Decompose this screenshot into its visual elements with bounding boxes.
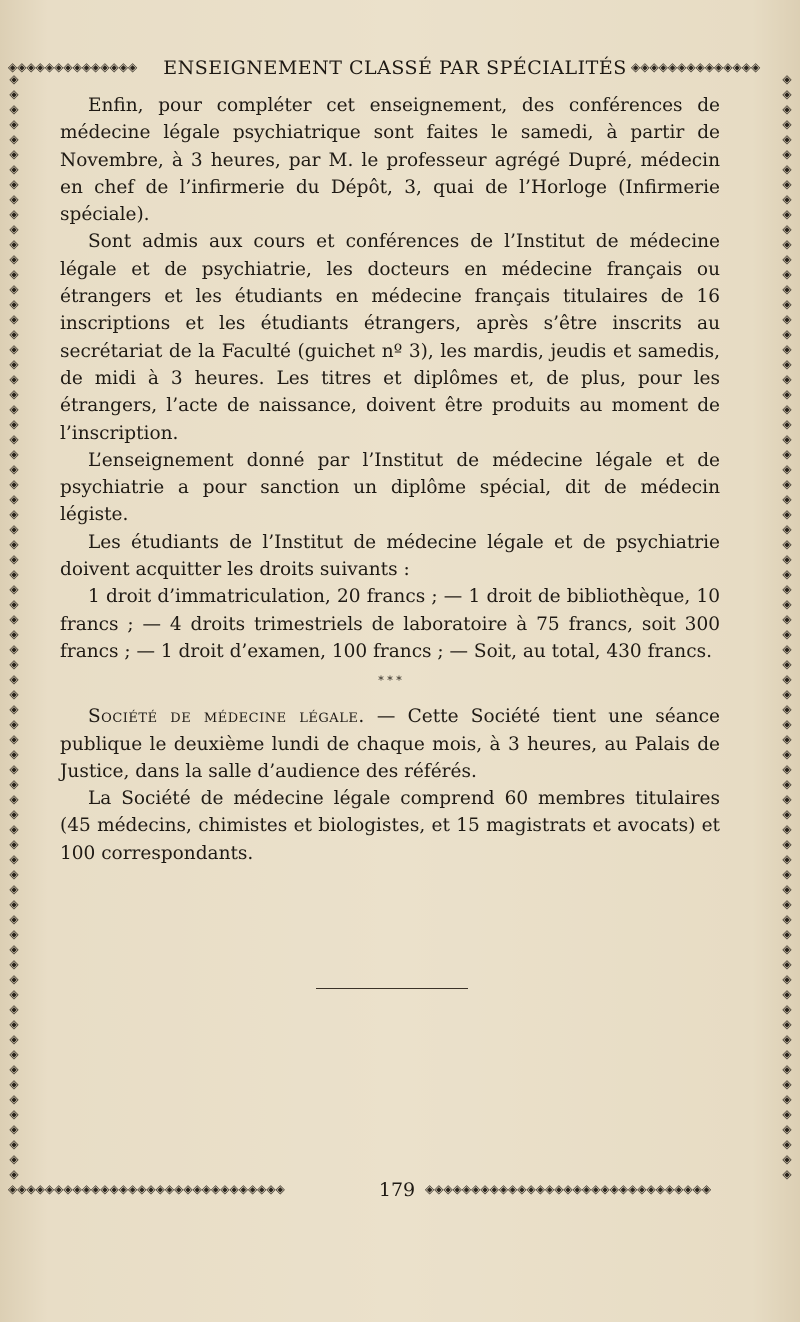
paragraph-admission: Sont admis aux cours et conférences de l’Institut de médecine légale et de psychiatrie, les docteurs en médecine français ou étrangers et les étudiants en médecine français titulaires de 16 inscriptions et les étudiants étrangers, après s’être inscrits au secrétariat de la Faculté (guichet nº 3), les mardis, jeudis et samedis, de midi à 3 heures. Les titres et diplômes et, de plus, pour les étrangers, l’acte de naissance, doivent être produits au moment de l’inscription. — [60, 231, 720, 444]
ornament-border-bottom-right: ◈◈◈◈◈◈◈◈◈◈◈◈◈◈◈◈◈◈◈◈◈◈◈◈◈◈◈◈◈◈◈ — [425, 1182, 712, 1196]
page-body — [60, 92, 720, 867]
ornament-border-left: ◈◈◈◈◈◈◈◈◈◈◈◈◈◈◈◈◈◈◈◈◈◈◈◈◈◈◈◈◈◈◈◈◈◈◈◈◈◈◈◈◈◈◈◈◈◈◈◈◈◈◈◈◈◈◈◈◈◈◈◈◈◈◈◈◈◈◈◈◈◈◈◈◈◈ — [9, 72, 19, 1181]
ornament-border-top-right: ◈◈◈◈◈◈◈◈◈◈◈◈◈◈ — [631, 60, 761, 74]
divider-rule — [316, 988, 468, 989]
paragraph-droits-intro: Les étudiants de l’Institut de médecine légale et de psychiatrie doivent acquitter les droits suivants : — [60, 531, 720, 581]
paragraph-diplome: L’enseignement donné par l’Institut de médecine légale et de psychiatrie a pour sanction un diplôme spécial, dit de médecin légiste. — [60, 449, 720, 526]
paragraph-conferences: Enfin, pour compléter cet enseignement, des conférences de médecine légale psychiatrique sont faites le samedi, à partir de Novembre, à 3 heures, par M. le professeur agrégé Dupré, médecin en chef de l’infirmerie du Dépôt, 3, quai de l’Horloge (Infirmerie spéciale). — [60, 95, 720, 226]
page-number: 179 — [378, 1179, 416, 1201]
societe-heading: Société de médecine légale. — [88, 706, 365, 728]
societe-text: — Cette Société tient une séance publique le deuxième lundi de chaque mois, à 3 heures, au Palais de Justice, dans la salle d’audience des référés. — [60, 706, 720, 782]
ornament-border-top-left: ◈◈◈◈◈◈◈◈◈◈◈◈◈◈ — [8, 60, 138, 74]
page-header: ENSEIGNEMENT CLASSÉ PAR SPÉCIALITÉS — [163, 57, 627, 79]
asterism-separator: * * * — [378, 674, 402, 688]
paragraph-droits-detail: 1 droit d’immatriculation, 20 francs ; — 1 droit de bibliothèque, 10 francs ; — 4 droits trimestriels de laboratoire à 75 francs, soit 300 francs ; — 1 droit d’examen, 100 francs ; — Soit, au total, 430 francs. — [60, 586, 720, 662]
paragraph-societe-membres: La Société de médecine légale comprend 60 membres titulaires (45 médecins, chimistes et biologistes, et 15 magistrats et avocats) et 100 correspondants. — [60, 788, 720, 864]
ornament-border-right: ◈◈◈◈◈◈◈◈◈◈◈◈◈◈◈◈◈◈◈◈◈◈◈◈◈◈◈◈◈◈◈◈◈◈◈◈◈◈◈◈◈◈◈◈◈◈◈◈◈◈◈◈◈◈◈◈◈◈◈◈◈◈◈◈◈◈◈◈◈◈◈◈◈◈ — [782, 72, 792, 1181]
paragraph-societe — [60, 703, 720, 785]
ornament-border-bottom-left: ◈◈◈◈◈◈◈◈◈◈◈◈◈◈◈◈◈◈◈◈◈◈◈◈◈◈◈◈◈◈ — [8, 1182, 285, 1196]
